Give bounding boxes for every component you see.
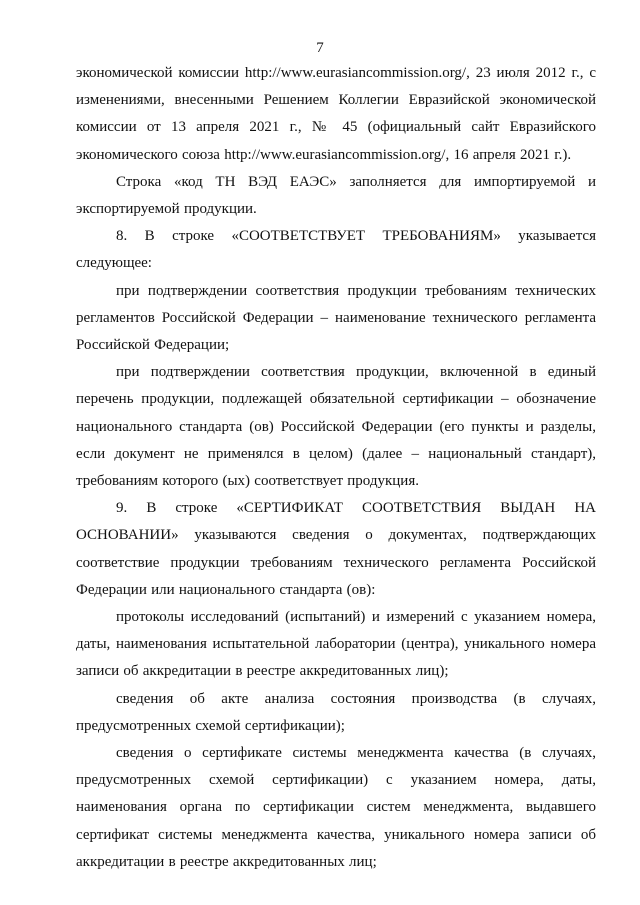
paragraph-test-protocols: протоколы исследований (испытаний) и измерений с указанием номера, даты, наименования испытательной лаборатории (центра), уникального номера записи об аккредитации в реестре аккредитованных лиц); xyxy=(76,609,596,680)
page-number: 7 xyxy=(316,40,324,56)
paragraph-production-analysis: сведения об акте анализа состояния производства (в случаях, предусмотренных схемой сертификации); xyxy=(76,690,596,734)
paragraph-national-standard: при подтверждении соответствия продукции, включенной в единый перечень продукции, подлежащей обязательной сертификации – обозначение национального стандарта (ов) Российской Федерации (его пункты и разделы, если документ не применялся в целом) (далее – национальный стандарт), требованиям которого (ых) соответствует продукция. xyxy=(76,364,596,490)
paragraph-item-9: 9. В строке «СЕРТИФИКАТ СООТВЕТСТВИЯ ВЫДАН НА ОСНОВАНИИ» указываются сведения о документах, подтверждающих соответствие продукции требованиям технического регламента Российской Федерации или национального стандарта (ов): xyxy=(76,500,596,598)
paragraph-technical-regulation: при подтверждении соответствия продукции требованиям технических регламентов Российской Федерации – наименование технического регламента Российской Федерации; xyxy=(76,282,596,354)
paragraph-quality-management: сведения о сертификате системы менеджмента качества (в случаях, предусмотренных схемой сертификации) с указанием номера, даты, наименования органа по сертификации систем менеджмента, выдавшего сертификат системы менеджмента качества, уникального номера записи об аккредитации в реестре аккредитованных лиц; xyxy=(76,745,596,870)
document-body xyxy=(76,60,596,876)
paragraph-item-8: 8. В строке «СООТВЕТСТВУЕТ ТРЕБОВАНИЯМ» указывается следующее: xyxy=(76,228,596,272)
paragraph-continuation: экономической комиссии http://www.eurasiancommission.org/, 23 июля 2012 г., с изменениями, внесенными Решением Коллегии Евразийской экономической комиссии от 13 апреля 2021 г., № 45 (официальный сайт Евразийского экономического союза http://www.eurasiancommission.org/, 16 апреля 2021 г.). xyxy=(76,65,596,163)
paragraph-tn-ved-line: Строка «код ТН ВЭД ЕАЭС» заполняется для импортируемой и экспортируемой продукции. xyxy=(76,173,596,218)
